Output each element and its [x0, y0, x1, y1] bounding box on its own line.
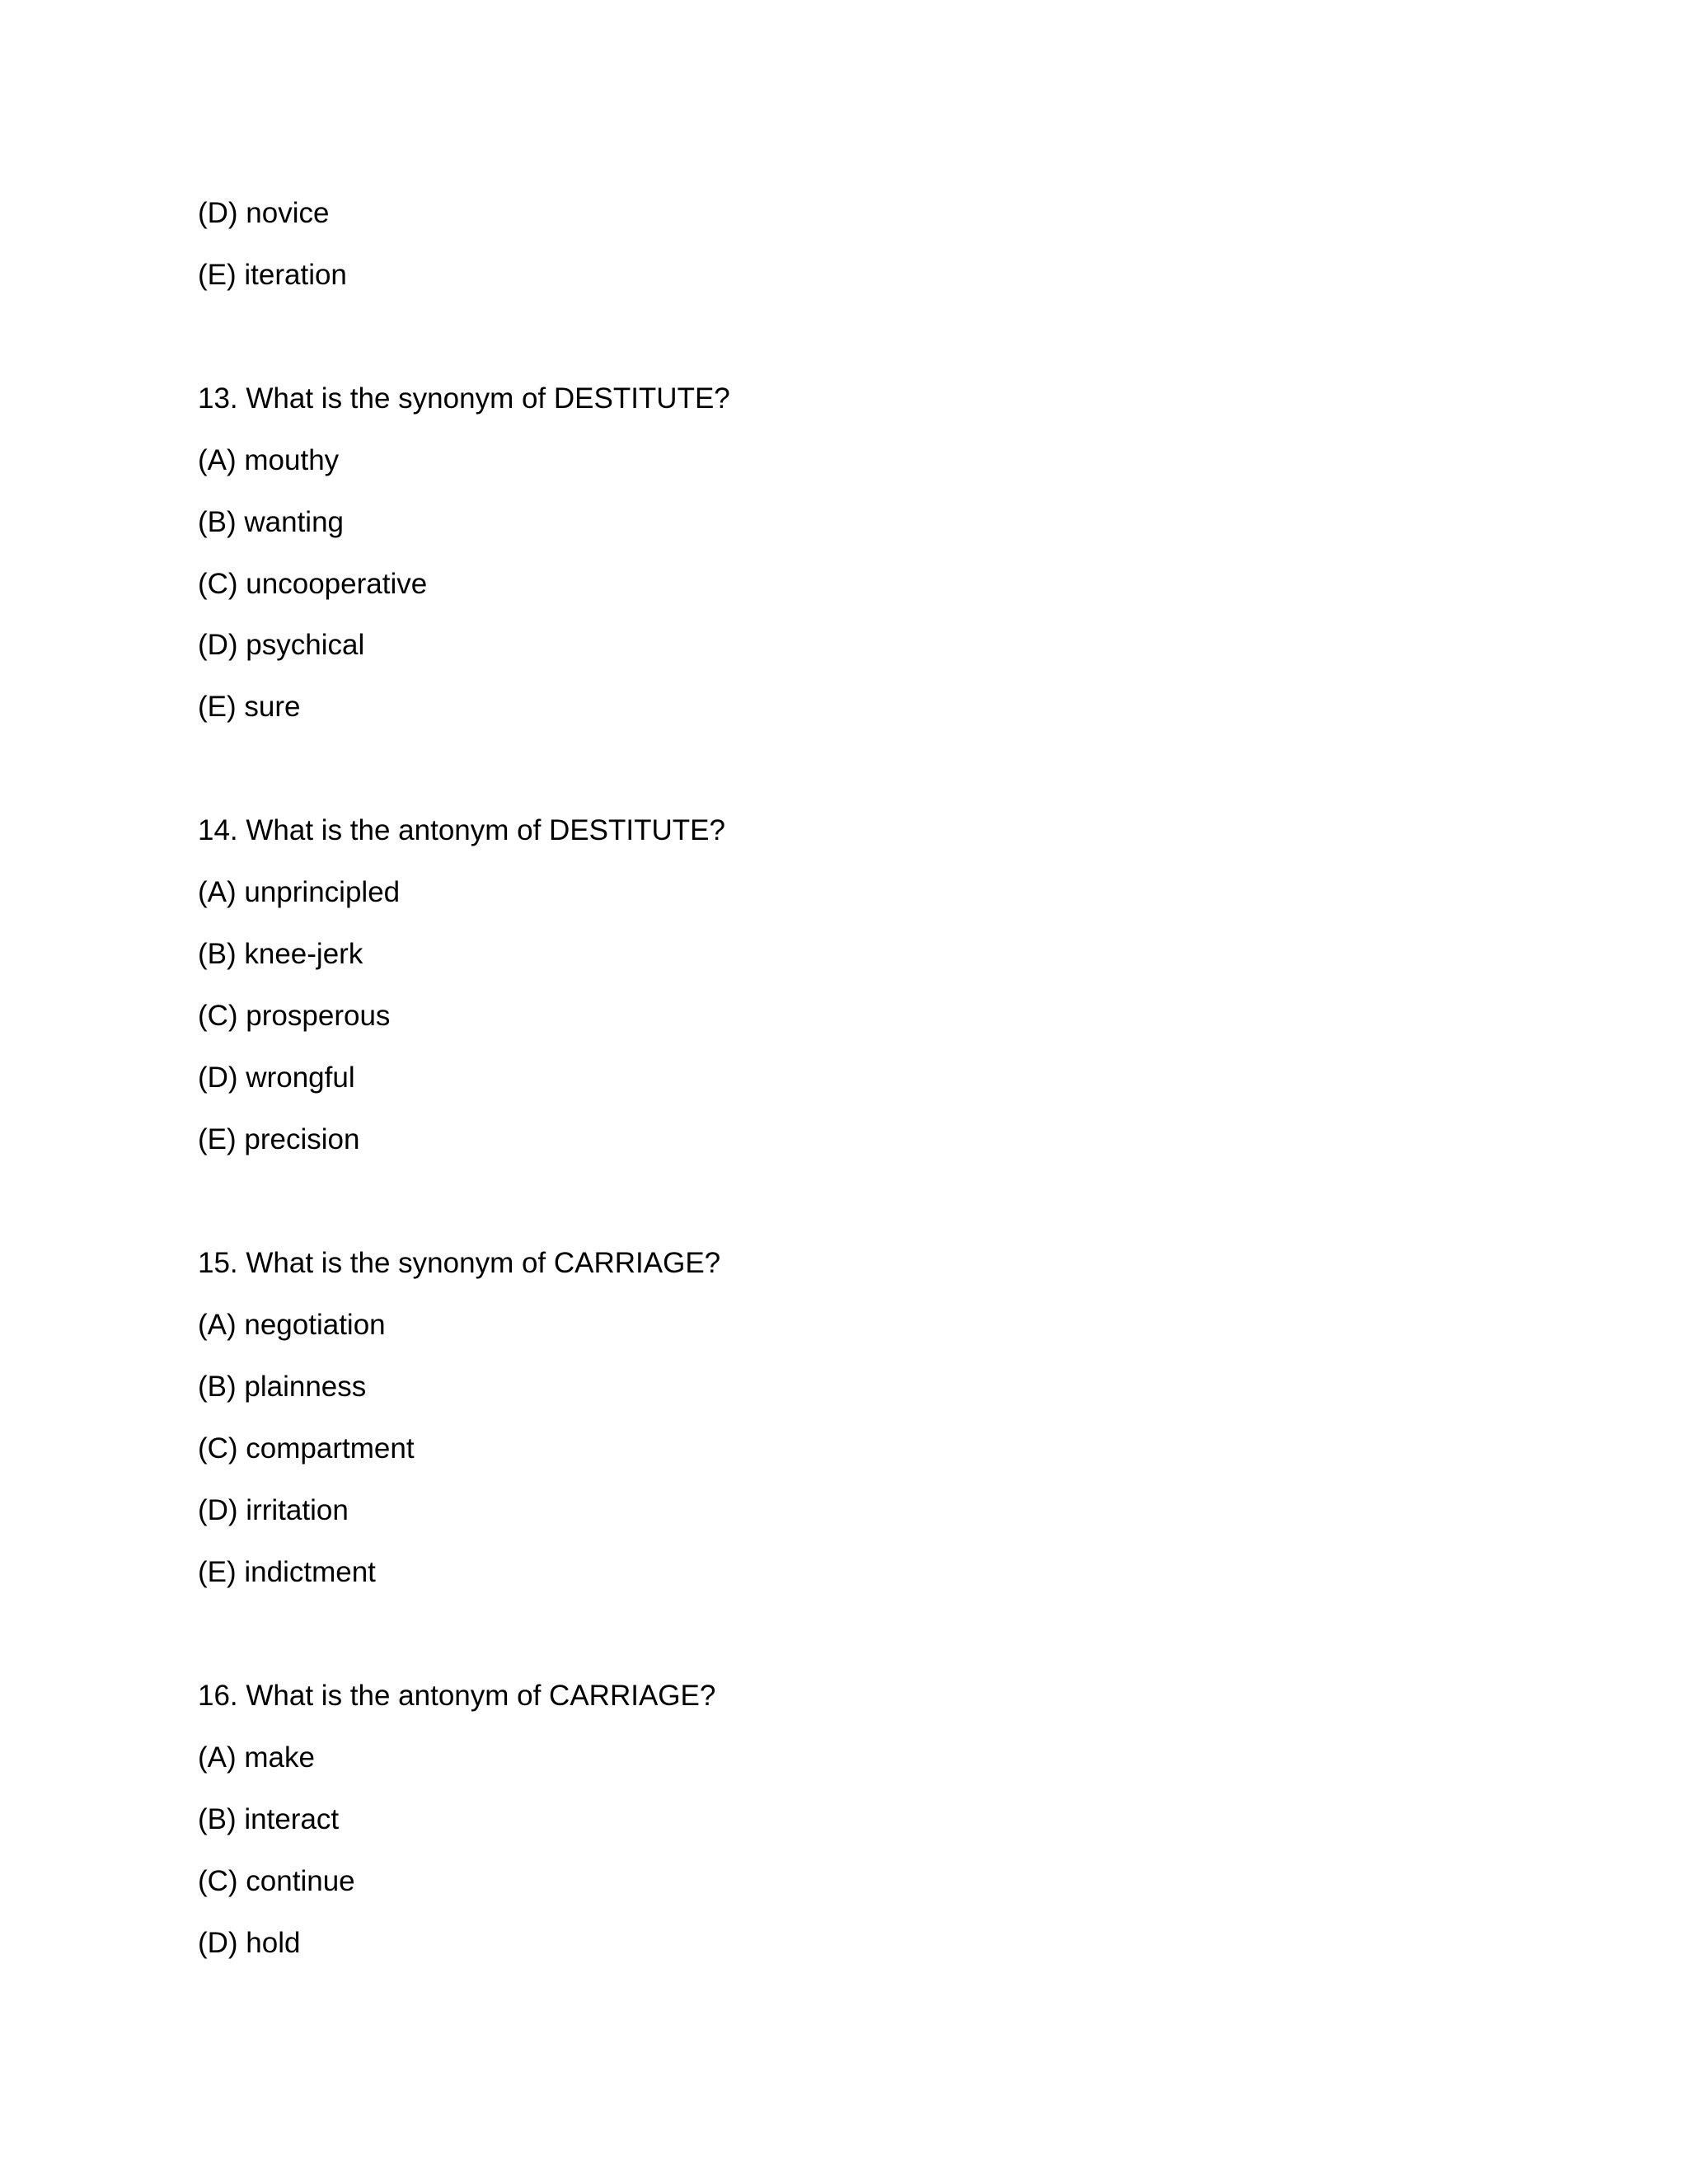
answer-option: (E) indictment	[198, 1556, 376, 1588]
answer-option: (B) knee-jerk	[198, 938, 363, 970]
answer-option: (A) negotiation	[198, 1309, 386, 1341]
answer-option: (D) psychical	[198, 629, 365, 661]
question-prompt: 15. What is the synonym of CARRIAGE?	[198, 1247, 721, 1279]
question-prompt: 16. What is the antonym of CARRIAGE?	[198, 1680, 716, 1712]
answer-option: (C) prosperous	[198, 1000, 391, 1032]
answer-option: (B) interact	[198, 1803, 340, 1835]
answer-option: (D) wrongful	[198, 1062, 355, 1094]
leading-option: (E) iteration	[198, 259, 347, 291]
answer-option: (B) wanting	[198, 506, 345, 538]
answer-option: (A) mouthy	[198, 444, 340, 476]
answer-option: (C) compartment	[198, 1432, 415, 1465]
answer-option: (A) make	[198, 1741, 315, 1774]
question-prompt: 13. What is the synonym of DESTITUTE?	[198, 382, 730, 415]
answer-option: (C) continue	[198, 1865, 355, 1897]
answer-option: (B) plainness	[198, 1371, 367, 1403]
answer-option: (E) precision	[198, 1123, 360, 1155]
question-prompt: 14. What is the antonym of DESTITUTE?	[198, 814, 725, 846]
answer-option: (D) irritation	[198, 1494, 349, 1526]
answer-option: (E) sure	[198, 691, 301, 723]
answer-option: (A) unprincipled	[198, 876, 401, 908]
answer-option: (C) uncooperative	[198, 568, 428, 600]
leading-option: (D) novice	[198, 197, 330, 229]
answer-option: (D) hold	[198, 1927, 301, 1959]
